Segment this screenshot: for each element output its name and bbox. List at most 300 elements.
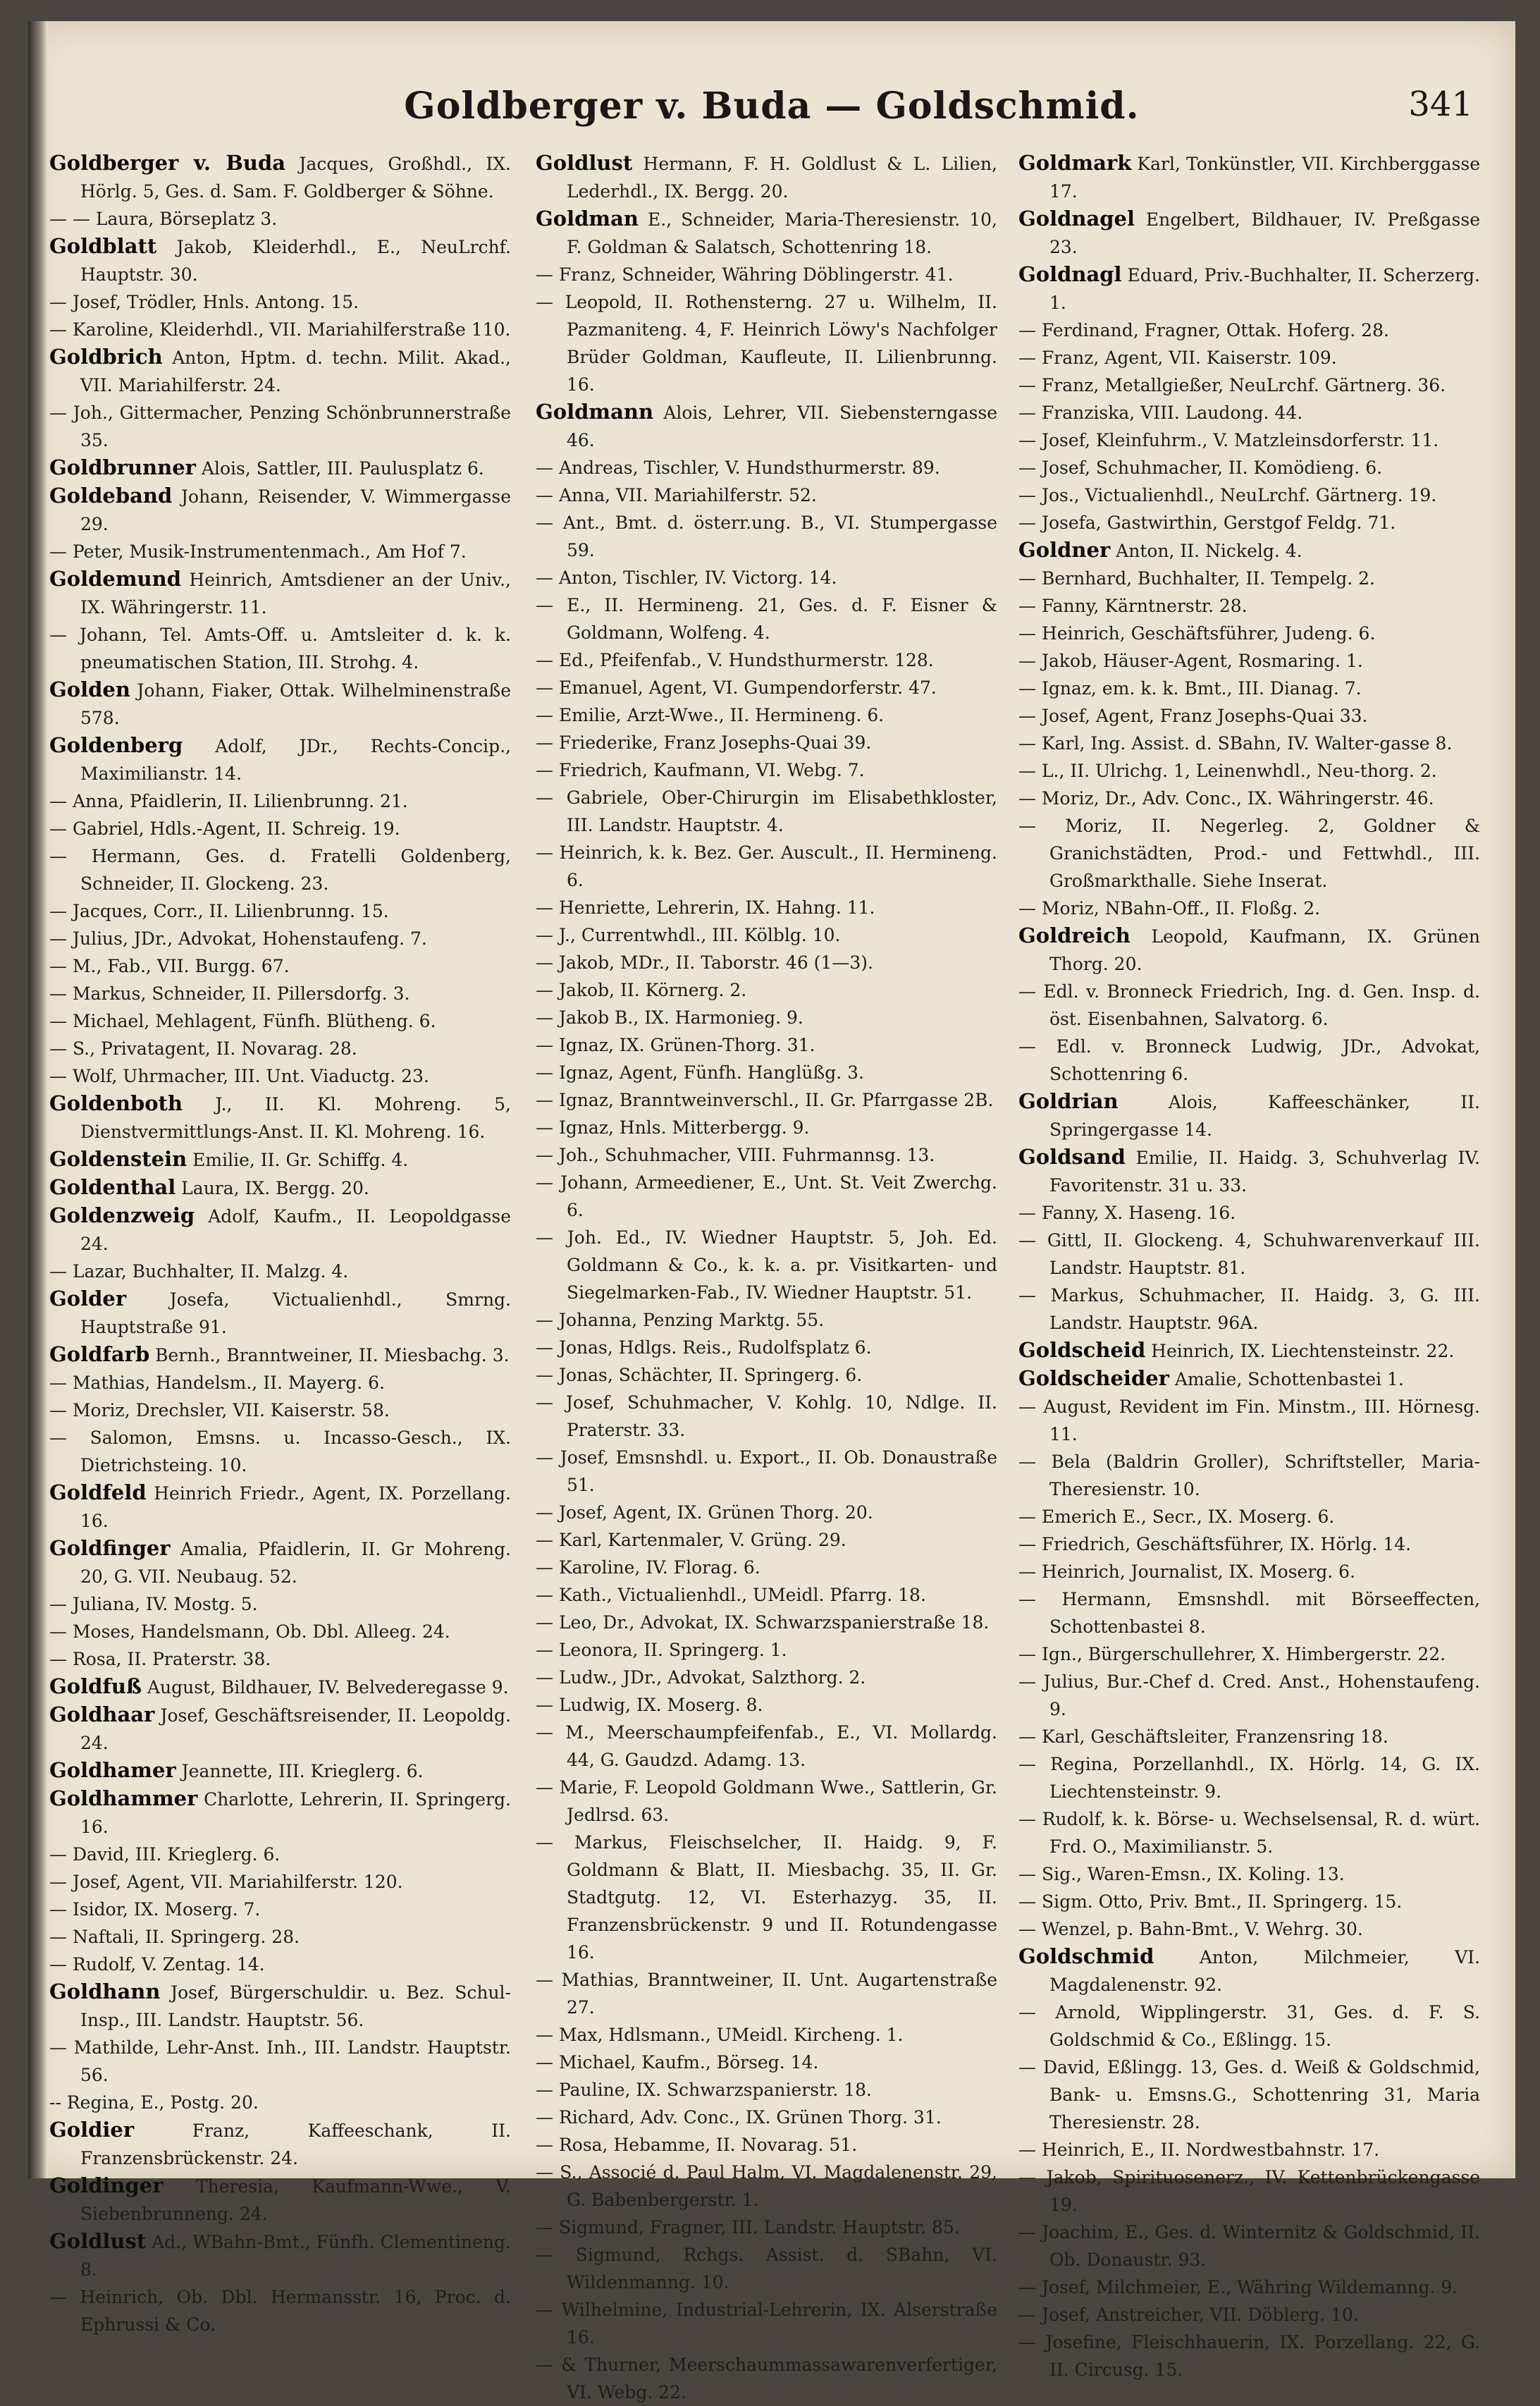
- directory-entry: [49, 1285, 511, 1341]
- entry-text: — & Thurner, Meerschaummassawarenverfertiger, VI. Webg. 22.: [536, 2355, 997, 2402]
- directory-entry: [49, 1951, 511, 1978]
- entry-text: — Josef, Milchmeier, E., Währing Wildemanng. 9.: [1018, 2277, 1458, 2297]
- directory-entry: [536, 261, 997, 288]
- entry-headword: Goldenzweig: [49, 1203, 195, 1227]
- directory-entry: [49, 1369, 511, 1397]
- entry-text: Theresia, Kaufmann-Wwe., V. Siebenbrunneng. 24.: [80, 2176, 511, 2224]
- entry-text: Alois, Kaffeeschänker, II. Springergasse 14.: [1049, 1092, 1480, 1140]
- entry-text: — Josef, Agent, IX. Grünen Thorg. 20.: [536, 1502, 873, 1523]
- entry-text: — Josef, Emsnshdl. u. Export., II. Ob. Donaustraße 51.: [536, 1447, 997, 1495]
- directory-entry: [536, 2021, 997, 2049]
- entry-text: Adolf, JDr., Rechts-Concip., Maximilianstr. 14.: [80, 736, 511, 784]
- page-header: [56, 85, 1487, 141]
- entry-text: — Jakob, MDr., II. Taborstr. 46 (1—3).: [536, 952, 873, 973]
- entry-headword: Goldfinger: [49, 1536, 171, 1560]
- entry-text: — Jakob, II. Körnerg. 2.: [536, 980, 747, 1000]
- directory-entry: [1018, 1530, 1480, 1558]
- entry-text: — Karl, Geschäftsleiter, Franzensring 18.: [1018, 1726, 1388, 1747]
- directory-entry: [536, 2104, 997, 2131]
- entry-text: Josef, Geschäftsreisender, II. Leopoldg. 24.: [80, 1705, 511, 1753]
- directory-entry: [49, 399, 511, 454]
- entry-headword: Goldemund: [49, 567, 181, 591]
- entry-headword: Goldfuß: [49, 1674, 142, 1698]
- directory-entry: [536, 2214, 997, 2241]
- entry-text: Ad., WBahn-Bmt., Fünfh. Clementineng. 8.: [80, 2232, 511, 2280]
- entry-text: — Johann, Tel. Amts-Off. u. Amtsleiter d. k. k. pneumatischen Station, III. Strohg. 4.: [49, 625, 511, 673]
- entry-text: Heinrich, IX. Liechtensteinstr. 22.: [1145, 1341, 1455, 1361]
- directory-entry: [49, 1978, 511, 2034]
- directory-entry: [536, 839, 997, 894]
- entry-text: Engelbert, Bildhauer, IV. Preßgasse 23.: [1049, 209, 1480, 257]
- directory-entry: [49, 952, 511, 980]
- entry-text: — Karl, Ing. Assist. d. SBahn, IV. Walter-gasse 8.: [1018, 733, 1453, 754]
- directory-entry: [536, 949, 997, 976]
- entry-text: — Markus, Schuhmacher, II. Haidg. 3, G. III. Landstr. Hauptstr. 96A.: [1018, 1285, 1480, 1333]
- entry-text: Franz, Kaffeeschank, II. Franzensbrückenstr. 24.: [80, 2120, 511, 2168]
- directory-entry: [1018, 978, 1480, 1033]
- directory-entry: [536, 2351, 997, 2406]
- directory-entry: [536, 149, 997, 205]
- directory-entry: [536, 2159, 997, 2214]
- entry-text: — Michael, Kaufm., Börseg. 14.: [536, 2052, 819, 2073]
- entry-text: — Wolf, Uhrmacher, III. Unt. Viaductg. 23.: [49, 1066, 429, 1086]
- directory-entry: [536, 976, 997, 1004]
- directory-entry: [536, 1141, 997, 1169]
- entry-text: — Ludw., JDr., Advokat, Salzthorg. 2.: [536, 1667, 866, 1688]
- entry-text: — Mathias, Handelsm., II. Mayerg. 6.: [49, 1373, 385, 1393]
- directory-entry: [49, 565, 511, 621]
- entry-text: — M., Meerschaumpfeifenfab., E., VI. Mollardg. 44, G. Gaudzd. Adamg. 13.: [536, 1722, 997, 1770]
- directory-entry: [1018, 1282, 1480, 1337]
- directory-entry: [1018, 2054, 1480, 2136]
- directory-entry: [49, 2228, 511, 2283]
- entry-text: Heinrich, Amtsdiener an der Univ., IX. Währingerstr. 11.: [80, 570, 511, 618]
- directory-entry: [1018, 1143, 1480, 1199]
- entry-text: — Moriz, NBahn-Off., II. Floßg. 2.: [1018, 898, 1321, 919]
- directory-entry: [49, 1868, 511, 1896]
- entry-text: — Anton, Tischler, IV. Victorg. 14.: [536, 567, 837, 588]
- entry-text: — Jonas, Schächter, II. Springerg. 6.: [536, 1365, 863, 1385]
- entry-headword: Goldsand: [1018, 1145, 1126, 1169]
- entry-text: — Leo, Dr., Advokat, IX. Schwarzspanierstraße 18.: [536, 1612, 990, 1633]
- directory-entry: [536, 1224, 997, 1306]
- entry-text: — Friederike, Franz Josephs-Quai 39.: [536, 732, 872, 753]
- column-1: [49, 149, 511, 2335]
- directory-entry: [49, 925, 511, 952]
- entry-text: — Michael, Mehlagent, Fünfh. Blütheng. 6.: [49, 1011, 436, 1031]
- entry-text: Leopold, Kaufmann, IX. Grünen Thorg. 20.: [1049, 926, 1480, 974]
- entry-text: — S., Associé d. Paul Halm, VI. Magdalenenstr. 29, G. Babenbergerstr. 1.: [536, 2162, 997, 2210]
- entry-text: J., II. Kl. Mohreng. 5, Dienstvermittlungs-Anst. II. Kl. Mohreng. 16.: [80, 1094, 511, 1142]
- directory-entry: [536, 1554, 997, 1581]
- entry-text: — Heinrich, Geschäftsführer, Judeng. 6.: [1018, 623, 1376, 644]
- entry-text: — Karoline, Kleiderhdl., VII. Mariahilferstraße 110.: [49, 319, 511, 340]
- entry-text: — Isidor, IX. Moserg. 7.: [49, 1899, 261, 1920]
- directory-entry: [536, 1691, 997, 1719]
- entry-text: — Ignaz, IX. Grünen-Thorg. 31.: [536, 1035, 815, 1055]
- directory-entry: [536, 1086, 997, 1114]
- entry-text: — Joh., Schuhmacher, VIII. Fuhrmannsg. 13.: [536, 1145, 935, 1165]
- entry-text: Jakob, Kleiderhdl., E., NeuLrchf. Hauptstr. 30.: [80, 237, 511, 285]
- page-number: 341: [1408, 85, 1473, 124]
- entry-text: — Josef, Agent, Franz Josephs-Quai 33.: [1018, 706, 1368, 726]
- entry-text: Anton, Milchmeier, VI. Magdalenenstr. 92.: [1049, 1947, 1480, 1995]
- entry-text: — Josef, Trödler, Hnls. Antong. 15.: [49, 292, 359, 312]
- directory-page: [28, 21, 1515, 2402]
- directory-entry: [536, 1581, 997, 1609]
- directory-entry: [536, 2049, 997, 2076]
- directory-entry: [536, 921, 997, 949]
- directory-entry: [49, 2116, 511, 2172]
- entry-text: Heinrich Friedr., Agent, IX. Porzellang. 16.: [80, 1483, 511, 1531]
- directory-entry: [49, 454, 511, 482]
- directory-entry: [49, 343, 511, 399]
- entry-text: — Joachim, E., Ges. d. Winternitz & Goldschmid, II. Ob. Donaustr. 93.: [1018, 2222, 1480, 2270]
- page-binding: [28, 21, 48, 2178]
- directory-entry: [1018, 1199, 1480, 1227]
- entry-headword: Goldman: [536, 207, 639, 231]
- directory-entry: [49, 1841, 511, 1868]
- directory-entry: [49, 538, 511, 565]
- entry-text: — Karl, Kartenmaler, V. Grüng. 29.: [536, 1530, 846, 1550]
- directory-entry: [1018, 317, 1480, 344]
- entry-text: — J., Currentwhdl., III. Kölblg. 10.: [536, 925, 841, 945]
- entry-text: — Heinrich, Journalist, IX. Moserg. 6.: [1018, 1561, 1356, 1582]
- entry-text: — M., Fab., VII. Burgg. 67.: [49, 956, 290, 976]
- directory-entry: [1018, 702, 1480, 730]
- directory-entry: [49, 676, 511, 732]
- directory-entry: [536, 1334, 997, 1361]
- directory-entry: [49, 316, 511, 343]
- directory-entry: [1018, 675, 1480, 702]
- directory-entry: [536, 2131, 997, 2159]
- entry-text: — Wilhelmine, Industrial-Lehrerin, IX. Alserstraße 16.: [536, 2300, 997, 2347]
- entry-text: — Josef, Agent, VII. Mariahilferstr. 120.: [49, 1872, 403, 1892]
- directory-entry: [49, 2283, 511, 2338]
- directory-entry: [536, 729, 997, 756]
- directory-entry: [536, 1636, 997, 1664]
- directory-entry: [1018, 205, 1480, 261]
- entry-text: — Johann, Armeediener, E., Unt. St. Veit Zwerchg. 6.: [536, 1172, 997, 1220]
- directory-entry: [536, 674, 997, 701]
- entry-headword: Goldmann: [536, 400, 654, 424]
- directory-entry: [49, 815, 511, 842]
- directory-entry: [1018, 1915, 1480, 1943]
- entry-text: — Jakob, Spirituosenerz., IV. Kettenbrückengasse 19.: [1018, 2167, 1480, 2215]
- directory-entry: [536, 2296, 997, 2351]
- directory-entry: [49, 1923, 511, 1951]
- entry-text: — Hermann, Ges. d. Fratelli Goldenberg, Schneider, II. Glockeng. 23.: [49, 846, 511, 894]
- entry-text: — Moriz, Drechsler, VII. Kaiserstr. 58.: [49, 1400, 390, 1420]
- entry-text: — Gittl, II. Glockeng. 4, Schuhwarenverkauf III. Landstr. Hauptstr. 81.: [1018, 1230, 1480, 1278]
- entry-headword: Goldinger: [49, 2173, 164, 2197]
- entry-text: — Emanuel, Agent, VI. Gumpendorferstr. 47.: [536, 677, 937, 698]
- directory-entry: [536, 2076, 997, 2104]
- directory-entry: [49, 1757, 511, 1785]
- entry-text: Johann, Fiaker, Ottak. Wilhelminenstraße 578.: [80, 680, 511, 728]
- directory-entry: [1018, 536, 1480, 565]
- directory-entry: [1018, 592, 1480, 620]
- entry-text: -- Regina, E., Postg. 20.: [49, 2092, 259, 2113]
- entry-headword: Goldner: [1018, 538, 1111, 562]
- entry-text: — Heinrich, E., II. Nordwestbahnstr. 17.: [1018, 2140, 1380, 2160]
- entry-text: — Anna, Pfaidlerin, II. Lilienbrunng. 21.: [49, 791, 408, 811]
- entry-headword: Goldenberg: [49, 733, 183, 757]
- entry-text: — Marie, F. Leopold Goldmann Wwe., Sattlerin, Gr. Jedlrsd. 63.: [536, 1777, 997, 1825]
- directory-entry: [1018, 785, 1480, 812]
- entry-headword: Goldbrich: [49, 345, 163, 369]
- entry-text: — Josefine, Fleischhauerin, IX. Porzellang. 22, G. II. Circusg. 15.: [1018, 2332, 1480, 2380]
- directory-entry: [536, 1031, 997, 1059]
- directory-entry: [536, 1004, 997, 1031]
- column-3: [1018, 149, 1480, 2380]
- entry-headword: Goldreich: [1018, 923, 1131, 947]
- running-title: Goldberger v. Buda — Goldschmid.: [404, 85, 1140, 128]
- directory-entry: [49, 1479, 511, 1535]
- directory-entry: [49, 980, 511, 1007]
- directory-entry: [49, 1341, 511, 1369]
- entry-text: — Naftali, II. Springerg. 28.: [49, 1927, 300, 1947]
- entry-text: — Julius, Bur.-Chef d. Cred. Anst., Hohenstaufeng. 9.: [1018, 1671, 1480, 1719]
- entry-text: — Franz, Schneider, Währing Döblingerstr. 41.: [536, 264, 954, 285]
- entry-text: — L., II. Ulrichg. 1, Leinenwhdl., Neu-thorg. 2.: [1018, 761, 1437, 781]
- directory-entry: [49, 1258, 511, 1285]
- directory-entry: [1018, 261, 1480, 317]
- entry-text: — Lazar, Buchhalter, II. Malzg. 4.: [49, 1261, 349, 1282]
- entry-text: Jacques, Großhdl., IX. Hörlg. 5, Ges. d. Sam. F. Goldberger & Söhne.: [80, 154, 511, 202]
- entry-text: — Juliana, IV. Mostg. 5.: [49, 1594, 258, 1614]
- directory-entry: [536, 1609, 997, 1636]
- directory-entry: [49, 787, 511, 815]
- directory-entry: [1018, 1337, 1480, 1365]
- entry-text: Josef, Bürgerschuldir. u. Bez. Schul-Insp., III. Landstr. Hauptstr. 56.: [80, 1982, 511, 2030]
- entry-text: — Rosa, II. Praterstr. 38.: [49, 1649, 271, 1669]
- entry-text: — Henriette, Lehrerin, IX. Hahng. 11.: [536, 897, 875, 918]
- entry-text: Amalie, Schottenbastei 1.: [1169, 1369, 1404, 1389]
- entry-text: — Leonora, II. Springerg. 1.: [536, 1640, 787, 1660]
- directory-entry: [1018, 509, 1480, 536]
- directory-entry: [49, 205, 511, 233]
- entry-text: — Ed., Pfeifenfab., V. Hundsthurmerstr. 128.: [536, 650, 934, 670]
- directory-entry: [1018, 1088, 1480, 1143]
- entry-text: — Josef, Kleinfuhrm., V. Matzleinsdorferstr. 11.: [1018, 430, 1439, 450]
- entry-text: — Regina, Porzellanhdl., IX. Hörlg. 14, G. IX. Liechtensteinstr. 9.: [1018, 1754, 1480, 1802]
- directory-entry: [1018, 730, 1480, 757]
- directory-entry: [1018, 1033, 1480, 1088]
- directory-entry: [1018, 344, 1480, 372]
- entry-text: — Richard, Adv. Conc., IX. Grünen Thorg. 31.: [536, 2107, 942, 2128]
- entry-text: — Ignaz, Agent, Fünfh. Hanglüßg. 3.: [536, 1062, 864, 1083]
- entry-text: — Heinrich, Ob. Dbl. Hermansstr. 16, Proc. d. Ephrussi & Co.: [49, 2287, 511, 2335]
- entry-headword: Goldschmid: [1018, 1944, 1154, 1968]
- entry-text: — Franz, Agent, VII. Kaiserstr. 109.: [1018, 348, 1337, 368]
- entry-text: — Ludwig, IX. Moserg. 8.: [536, 1695, 763, 1715]
- entry-headword: Goldhammer: [49, 1786, 198, 1810]
- directory-entry: [49, 1535, 511, 1590]
- directory-entry: [1018, 399, 1480, 426]
- entry-text: — Ign., Bürgerschullehrer, X. Himbergerstr. 22.: [1018, 1644, 1446, 1664]
- entry-headword: Goldrian: [1018, 1089, 1119, 1113]
- entry-headword: Goldenstein: [49, 1147, 187, 1171]
- directory-entry: [536, 2241, 997, 2296]
- entry-text: — Kath., Victualienhdl., UMeidl. Pfarrg. 18.: [536, 1585, 926, 1605]
- directory-entry: [1018, 757, 1480, 785]
- entry-text: — Jacques, Corr., II. Lilienbrunng. 15.: [49, 901, 389, 921]
- directory-entry: [536, 1389, 997, 1444]
- directory-entry: [1018, 812, 1480, 895]
- directory-entry: [1018, 1503, 1480, 1530]
- directory-entry: [1018, 1365, 1480, 1393]
- directory-entry: [49, 732, 511, 787]
- directory-entry: [536, 1169, 997, 1224]
- directory-entry: [49, 288, 511, 316]
- entry-text: — Ignaz, Hnls. Mitterbergg. 9.: [536, 1117, 810, 1138]
- entry-text: — Sigmund, Rchgs. Assist. d. SBahn, VI. Wildenmanng. 10.: [536, 2245, 997, 2293]
- directory-entry: [49, 1090, 511, 1146]
- directory-entry: [49, 1673, 511, 1701]
- entry-text: — Joh., Gittermacher, Penzing Schönbrunnerstraße 35.: [49, 403, 511, 450]
- entry-text: — Johanna, Penzing Marktg. 55.: [536, 1310, 825, 1330]
- entry-text: — Heinrich, k. k. Bez. Ger. Auscult., II. Hermineng. 6.: [536, 842, 997, 890]
- entry-text: — Sigm. Otto, Priv. Bmt., II. Springerg. 15.: [1018, 1891, 1403, 1912]
- directory-entry: [536, 1526, 997, 1554]
- directory-entry: [536, 1719, 997, 1774]
- entry-text: — Andreas, Tischler, V. Hundsthurmerstr. 89.: [536, 458, 940, 478]
- directory-entry: [1018, 1448, 1480, 1503]
- entry-headword: Goldlust: [536, 151, 633, 175]
- directory-entry: [1018, 454, 1480, 481]
- entry-text: Jeannette, III. Krieglerg. 6.: [175, 1761, 424, 1781]
- entry-text: — Emerich E., Secr., IX. Moserg. 6.: [1018, 1506, 1335, 1527]
- directory-entry: [1018, 1999, 1480, 2054]
- entry-text: — Salomon, Emsns. u. Incasso-Gesch., IX. Dietrichsteing. 10.: [49, 1428, 511, 1475]
- directory-entry: [49, 621, 511, 676]
- entry-text: — — Laura, Börseplatz 3.: [49, 209, 278, 229]
- entry-text: Adolf, Kaufm., II. Leopoldgasse 24.: [80, 1206, 511, 1254]
- directory-entry: [536, 1966, 997, 2021]
- directory-entry: [1018, 1640, 1480, 1668]
- directory-entry: [1018, 1860, 1480, 1888]
- entry-text: — Franziska, VIII. Laudong. 44.: [1018, 403, 1303, 423]
- directory-entry: [49, 1174, 511, 1202]
- entry-text: — Moriz, II. Negerleg. 2, Goldner & Granichstädten, Prod.- und Fettwhdl., III. Großmarkthalle. Siehe Inserat.: [1018, 816, 1480, 891]
- directory-entry: [49, 1146, 511, 1174]
- directory-entry: [1018, 2163, 1480, 2218]
- entry-text: — Bernhard, Buchhalter, II. Tempelg. 2.: [1018, 568, 1375, 589]
- directory-entry: [49, 1896, 511, 1923]
- entry-text: Alois, Sattler, III. Paulusplatz 6.: [195, 458, 484, 479]
- entry-text: Johann, Reisender, V. Wimmergasse 29.: [80, 486, 511, 534]
- entry-text: — Joh. Ed., IV. Wiedner Hauptstr. 5, Joh. Ed. Goldmann & Co., k. k. a. pr. Visitkarten- und Siegelmarken-Fab., IV. Wiedner Hauptstr. 51.: [536, 1227, 997, 1303]
- entry-text: Karl, Tonkünstler, VII. Kirchberggasse 17.: [1049, 154, 1480, 202]
- entry-text: Alois, Lehrer, VII. Siebensterngasse 46.: [567, 403, 997, 450]
- directory-entry: [49, 2089, 511, 2116]
- entry-text: — Sigmund, Fragner, III. Landstr. Hauptstr. 85.: [536, 2217, 960, 2238]
- directory-entry: [49, 1590, 511, 1618]
- entry-text: — Friedrich, Geschäftsführer, IX. Hörlg. 14.: [1018, 1534, 1412, 1554]
- entry-text: — Ignaz, em. k. k. Bmt., III. Dianag. 7.: [1018, 678, 1362, 699]
- entry-text: — Friedrich, Kaufmann, VI. Webg. 7.: [536, 760, 865, 780]
- directory-entry: [1018, 620, 1480, 647]
- directory-entry: [536, 784, 997, 839]
- directory-entry: [49, 1645, 511, 1673]
- directory-entry: [1018, 1393, 1480, 1448]
- directory-entry: [1018, 149, 1480, 205]
- directory-entry: [536, 646, 997, 674]
- directory-entry: [1018, 426, 1480, 454]
- directory-entry: [536, 564, 997, 591]
- entry-text: — Hermann, Emsnshdl. mit Börseeffecten, Schottenbastei 8.: [1018, 1589, 1480, 1637]
- entry-text: — Wenzel, p. Bahn-Bmt., V. Wehrg. 30.: [1018, 1919, 1363, 1939]
- entry-text: Amalia, Pfaidlerin, II. Gr Mohreng. 20, G. VII. Neubaug. 52.: [80, 1539, 511, 1587]
- entry-text: — Markus, Schneider, II. Pillersdorfg. 3.: [49, 983, 410, 1004]
- entry-headword: Goldfeld: [49, 1480, 147, 1504]
- entry-text: — Josef, Schuhmacher, V. Kohlg. 10, Ndlge. II. Praterstr. 33.: [536, 1392, 997, 1440]
- directory-entry: [536, 1664, 997, 1691]
- entry-text: Emilie, II. Haidg. 3, Schuhverlag IV. Favoritenstr. 31 u. 33.: [1049, 1148, 1480, 1196]
- entry-text: Bernh., Branntweiner, II. Miesbachg. 3.: [149, 1345, 510, 1365]
- entry-text: — Bela (Baldrin Groller), Schriftsteller, Maria-Theresienstr. 10.: [1018, 1451, 1480, 1499]
- entry-text: — Rosa, Hebamme, II. Novarag. 51.: [536, 2135, 858, 2155]
- entry-text: — Edl. v. Bronneck Ludwig, JDr., Advokat, Schottenring 6.: [1018, 1036, 1480, 1084]
- directory-entry: [536, 1361, 997, 1389]
- directory-entry: [1018, 1227, 1480, 1282]
- entry-headword: Goldscheid: [1018, 1338, 1146, 1362]
- entry-text: Charlotte, Lehrerin, II. Springerg. 16.: [80, 1789, 511, 1837]
- entry-text: — Fanny, Kärntnerstr. 28.: [1018, 596, 1248, 616]
- directory-entry: [536, 591, 997, 646]
- entry-text: — Moses, Handelsmann, Ob. Dbl. Alleeg. 24.: [49, 1621, 450, 1642]
- entry-headword: Goldier: [49, 2118, 135, 2142]
- directory-entry: [536, 1444, 997, 1499]
- entry-headword: Goldenboth: [49, 1091, 183, 1115]
- directory-entry: [49, 233, 511, 288]
- directory-entry: [49, 149, 511, 205]
- directory-entry: [536, 509, 997, 564]
- directory-entry: [1018, 1723, 1480, 1750]
- entry-text: — Rudolf, V. Zentag. 14.: [49, 1954, 265, 1975]
- directory-entry: [49, 897, 511, 925]
- directory-entry: [536, 1499, 997, 1526]
- entry-text: — Jos., Victualienhdl., NeuLrchf. Gärtnerg. 19.: [1018, 485, 1437, 505]
- directory-entry: [49, 1397, 511, 1424]
- directory-entry: [536, 1774, 997, 1829]
- entry-headword: Goldblatt: [49, 234, 157, 258]
- entry-text: — Josef, Schuhmacher, II. Komödieng. 6.: [1018, 458, 1383, 478]
- entry-text: — Emilie, Arzt-Wwe., II. Hermineng. 6.: [536, 705, 885, 725]
- directory-entry: [536, 701, 997, 729]
- entry-text: Emilie, II. Gr. Schiffg. 4.: [187, 1150, 409, 1170]
- entry-headword: Goldlust: [49, 2229, 147, 2253]
- entry-text: — Mathias, Branntweiner, II. Unt. Augartenstraße 27.: [536, 1970, 997, 2018]
- entry-text: — Edl. v. Bronneck Friedrich, Ing. d. Gen. Insp. d. öst. Eisenbahnen, Salvatorg. 6.: [1018, 981, 1480, 1029]
- entry-text: — Julius, JDr., Advokat, Hohenstaufeng. 7.: [49, 928, 427, 949]
- directory-entry: [536, 756, 997, 784]
- directory-entry: [1018, 1888, 1480, 1915]
- directory-entry: [1018, 922, 1480, 978]
- column-2: [536, 149, 997, 2402]
- directory-entry: [49, 842, 511, 897]
- directory-entry: [536, 288, 997, 398]
- entry-text: — Rudolf, k. k. Börse- u. Wechselsensal, R. d. würt. Frd. O., Maximilianstr. 5.: [1018, 1809, 1480, 1857]
- entry-text: — Peter, Musik-Instrumentenmach., Am Hof 7.: [49, 541, 467, 562]
- directory-entry: [536, 454, 997, 481]
- entry-text: Laura, IX. Bergg. 20.: [175, 1178, 369, 1198]
- entry-headword: Golder: [49, 1287, 127, 1311]
- directory-entry: [49, 1785, 511, 1841]
- entry-text: — Jonas, Hdlgs. Reis., Rudolfsplatz 6.: [536, 1337, 872, 1358]
- entry-text: — Franz, Metallgießer, NeuLrchf. Gärtnerg. 36.: [1018, 375, 1446, 395]
